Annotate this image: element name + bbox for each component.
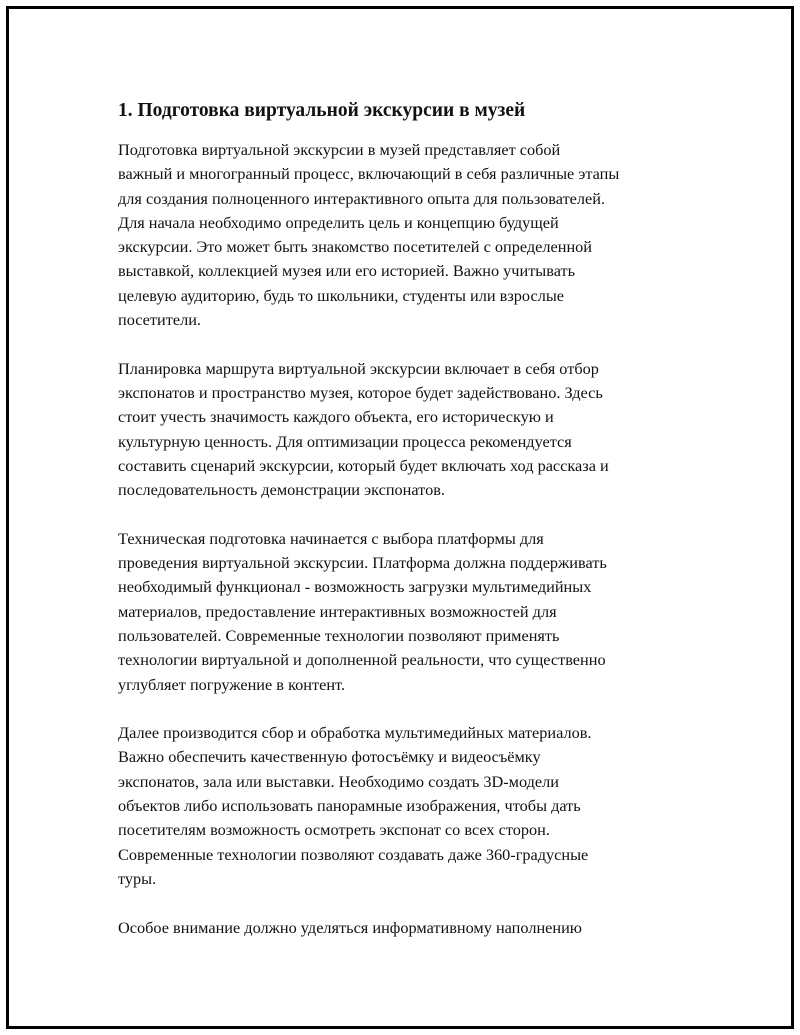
paragraph-line: Далее производится сбор и обработка мультимедийных материалов.: [118, 723, 592, 743]
paragraph: [118, 721, 708, 891]
document-body: [118, 98, 708, 964]
paragraph-line: целевую аудиторию, будь то школьники, студенты или взрослые: [118, 285, 564, 305]
paragraph-line: пользователей. Современные технологии позволяют применять: [118, 625, 560, 645]
paragraph-line: объектов либо использовать панорамные изображения, чтобы дать: [118, 796, 581, 816]
paragraph-line: Для начала необходимо определить цель и концепцию будущей: [118, 212, 559, 232]
paragraph-line: последовательность демонстрации экспонатов.: [118, 480, 445, 500]
paragraph-line: туры.: [118, 868, 157, 888]
paragraph-line: Важно обеспечить качественную фотосъёмку и видеосъёмку: [118, 747, 541, 767]
paragraph-line: Техническая подготовка начинается с выбора платформы для: [118, 528, 544, 548]
paragraph-line: Планировка маршрута виртуальной экскурсии включает в себя отбор: [118, 358, 599, 378]
paragraph: [118, 138, 708, 332]
paragraph-line: экспонатов, зала или выставки. Необходимо создать 3D-модели: [118, 771, 559, 791]
paragraph-line: посетителям возможность осмотреть экспонат со всех сторон.: [118, 820, 550, 840]
paragraph: [118, 527, 708, 697]
paragraphs-container: [118, 138, 708, 940]
paragraph-line: культурную ценность. Для оптимизации процесса рекомендуется: [118, 431, 572, 451]
paragraph-line: технологии виртуальной и дополненной реальности, что существенно: [118, 650, 606, 670]
paragraph-line: экспонатов и пространство музея, которое будет задействовано. Здесь: [118, 382, 603, 402]
paragraph-line: посетители.: [118, 310, 201, 330]
paragraph-line: углубляет погружение в контент.: [118, 674, 346, 694]
document-page: [6, 6, 794, 1029]
paragraph-line: стоит учесть значимость каждого объекта, его историческую и: [118, 407, 554, 427]
paragraph-line: необходимый функционал - возможность загрузки мультимедийных: [118, 577, 592, 597]
paragraph: [118, 916, 708, 940]
paragraph-line: важный и многогранный процесс, включающий в себя различные этапы: [118, 164, 620, 184]
paragraph-line: для создания полноценного интерактивного опыта для пользователей.: [118, 188, 606, 208]
paragraph-line: составить сценарий экскурсии, который будет включать ход рассказа и: [118, 455, 609, 475]
paragraph: [118, 357, 708, 503]
paragraph-line: материалов, предоставление интерактивных возможностей для: [118, 601, 557, 621]
paragraph-line: экскурсии. Это может быть знакомство посетителей с определенной: [118, 237, 593, 257]
paragraph-line: Особое внимание должно уделяться информативному наполнению: [118, 917, 582, 937]
paragraph-line: Подготовка виртуальной экскурсии в музей представляет собой: [118, 140, 561, 159]
paragraph-line: Современные технологии позволяют создавать даже 360-градусные: [118, 844, 589, 864]
paragraph-line: проведения виртуальной экскурсии. Платформа должна поддерживать: [118, 553, 607, 573]
paragraph-line: выставкой, коллекцией музея или его историей. Важно учитывать: [118, 261, 576, 281]
section-heading: 1. Подготовка виртуальной экскурсии в музей: [118, 100, 526, 121]
